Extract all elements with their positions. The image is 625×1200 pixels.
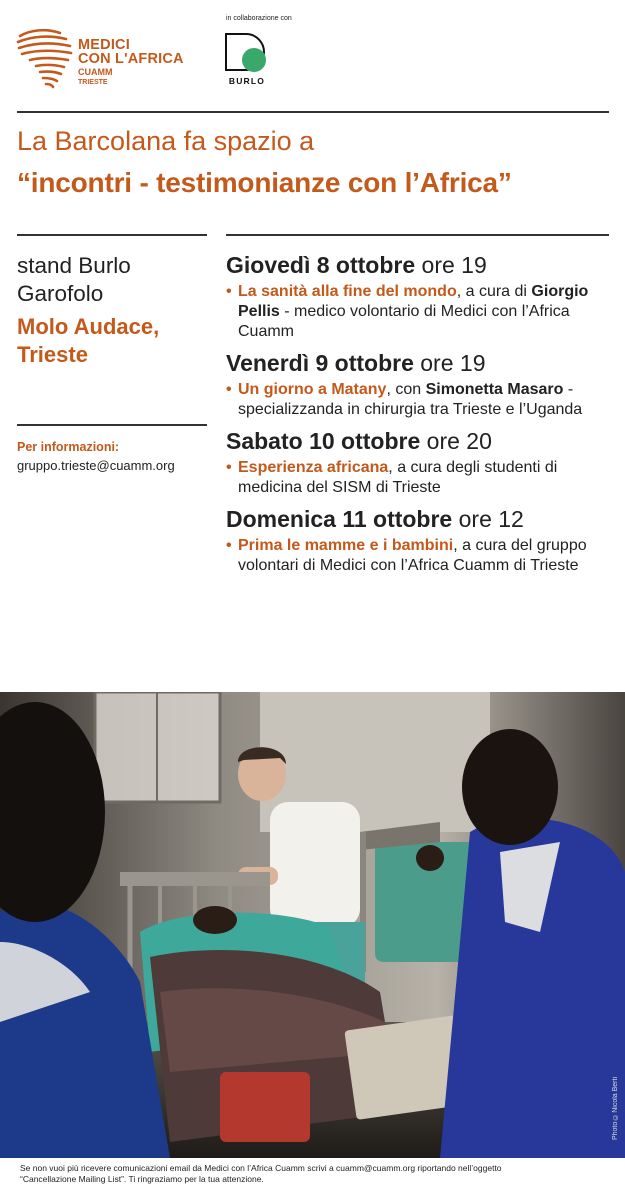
africa-map-icon: [16, 24, 74, 90]
ward-scene-illustration: [0, 692, 625, 1158]
hospital-ward-photo: [0, 692, 625, 1158]
footer-line2: “Cancellazione Mailing List”. Ti ringraziamo per la tua attenzione.: [20, 1174, 264, 1184]
event-title: La sanità alla fine del mondo: [238, 283, 457, 300]
event-title: Esperienza africana: [238, 459, 389, 476]
header-divider: [17, 111, 609, 113]
mca-wordmark: [78, 38, 184, 87]
headline-line1: La Barcolana fa spazio a: [17, 126, 315, 156]
event-day: Venerdì 9 ottobre: [226, 350, 414, 376]
event-time: ore 19: [420, 350, 486, 376]
headline-line2: “incontri - testimonianze con l’Africa”: [17, 167, 512, 198]
events-list: [226, 250, 616, 582]
org-city: TRIESTE: [78, 79, 108, 86]
event-description: [226, 458, 616, 498]
photo-credit: Photo ©Nicola Berti: [612, 1076, 619, 1140]
event-text: , a cura del gruppo volontari di Medici con l’Africa Cuamm di Trieste: [238, 537, 587, 574]
org-name-line1: MEDICI: [78, 37, 130, 53]
event-text: , a cura degli studenti di medicina del SISM di Trieste: [238, 459, 558, 496]
bullet: •: [226, 381, 232, 398]
partner-name: BURLO: [228, 76, 266, 86]
burlo-emblem-icon: [224, 32, 270, 74]
bullet: •: [226, 283, 232, 300]
event-time: ore 20: [426, 428, 492, 454]
bullet: •: [226, 459, 232, 476]
left-column-divider-top: [17, 234, 207, 236]
org-name-line2: CON L'AFRICA: [78, 51, 184, 67]
event-heading: [226, 348, 616, 378]
event-text-after: - specializzanda in chirurgia tra Trieste e l’Uganda: [238, 381, 583, 418]
event-heading: [226, 504, 616, 534]
footer-line1: Se non vuoi più ricevere comunicazioni email da Medici con l’Africa Cuamm scrivi a cuamm@cuamm.org riportando nell’oggetto: [20, 1163, 502, 1173]
org-name-line3: CUAMM: [78, 67, 113, 77]
event-item: [226, 426, 616, 498]
event-title: Un giorno a Matany: [238, 381, 387, 398]
event-time: ore 12: [458, 506, 524, 532]
left-column-divider-bottom: [17, 424, 207, 426]
event-title: Prima le mamme e i bambini: [238, 537, 454, 554]
burlo-logo: [224, 32, 272, 90]
event-description: [226, 282, 616, 342]
event-text: , con: [386, 381, 426, 398]
footer-notice: [20, 1163, 610, 1185]
event-day: Domenica 11 ottobre: [226, 506, 453, 532]
right-column-divider-top: [226, 234, 609, 236]
event-text: , a cura di: [456, 283, 532, 300]
info-label: Per informazioni:: [17, 440, 120, 454]
event-speaker: Giorgio Pellis: [238, 283, 589, 320]
event-place: Molo Audace, Trieste: [17, 314, 160, 367]
event-description: [226, 380, 616, 420]
info-email-link[interactable]: gruppo.trieste@cuamm.org: [17, 458, 175, 473]
event-item: [226, 250, 616, 342]
event-text-after: - medico volontario di Medici con l’Africa Cuamm: [238, 303, 570, 340]
bullet: •: [226, 537, 232, 554]
event-day: Sabato 10 ottobre: [226, 428, 421, 454]
event-item: [226, 504, 616, 576]
stand-name: stand Burlo Garofolo: [17, 253, 131, 306]
event-item: [226, 348, 616, 420]
collaboration-label: in collaborazione con: [226, 15, 292, 22]
event-description: [226, 536, 616, 576]
event-time: ore 19: [421, 252, 487, 278]
event-heading: [226, 250, 616, 280]
event-speaker: Simonetta Masaro: [425, 381, 564, 398]
mca-logo: [16, 24, 186, 94]
event-day: Giovedì 8 ottobre: [226, 252, 416, 278]
event-heading: [226, 426, 616, 456]
